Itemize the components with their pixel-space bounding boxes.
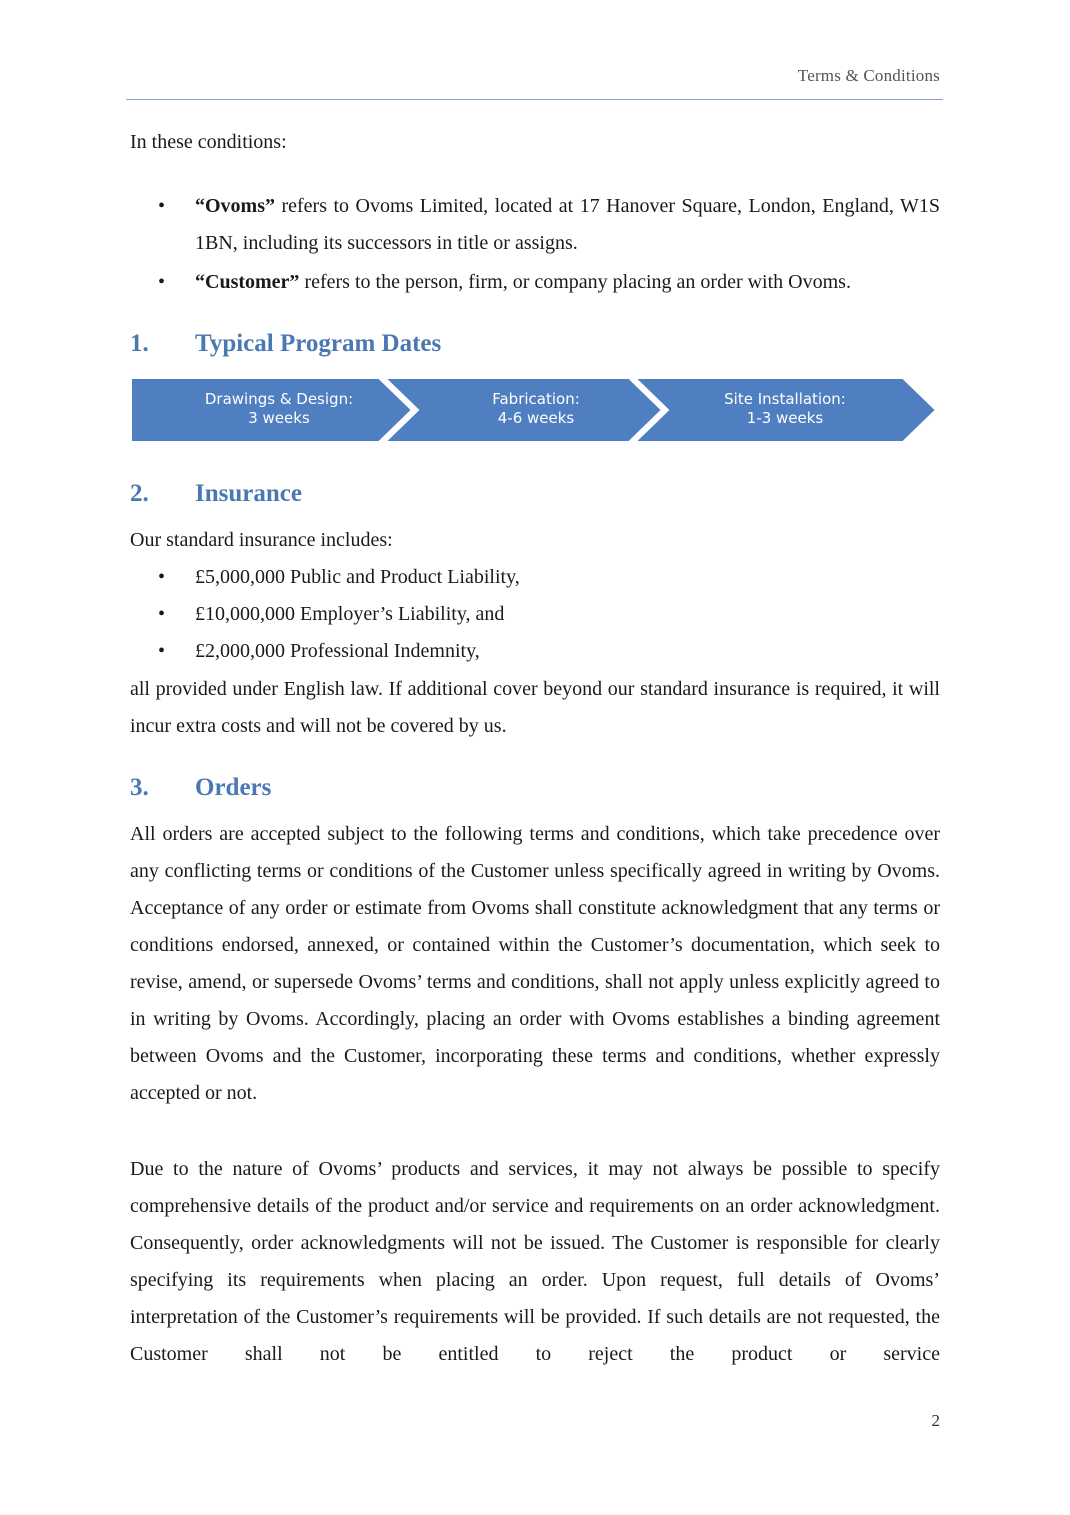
definition-text xyxy=(195,188,940,262)
flow-step-title: Drawings & Design: xyxy=(204,390,354,408)
flow-step-duration: 3 weeks xyxy=(248,409,310,427)
page-header-title: Terms & Conditions xyxy=(797,66,940,85)
intro-text: In these conditions: xyxy=(130,131,287,153)
insurance-item-text: £10,000,000 Employer’s Liability, and xyxy=(195,603,505,625)
bullet-icon: • xyxy=(158,603,166,625)
insurance-item-text: £2,000,000 Professional Indemnity, xyxy=(195,640,480,662)
flow-step-title: Fabrication: xyxy=(492,390,580,408)
section-number: 1. xyxy=(130,330,149,357)
section-number: 3. xyxy=(130,774,149,801)
orders-paragraph-2: Due to the nature of Ovoms’ products and services, it may not always be possible to specify comprehensive details of the product and/or service and requirements on an order acknowledgment. Consequently, order acknowledgments will not be issued. The Customer is responsible for clearly specifying its requirements when placing an order. Upon request, full details of Ovoms’ interpretation of the Customer’s requirements will be provided. If such details are not requested, the Customer shall not be entitled to reject the product or service xyxy=(130,1158,940,1365)
section-title: Insurance xyxy=(195,480,302,507)
definition-description: refers to Ovoms Limited, located at 17 Hanover Square, London, England, W1S 1BN, including its successors in title or assigns. xyxy=(195,195,940,254)
insurance-outro: all provided under English law. If additional cover beyond our standard insurance is required, it will incur extra costs and will not be covered by us. xyxy=(130,678,940,737)
program-dates-flow xyxy=(131,378,937,442)
flow-step-installation xyxy=(685,390,885,428)
flow-step-title: Site Installation: xyxy=(724,390,846,408)
definition-description: refers to the person, firm, or company placing an order with Ovoms. xyxy=(299,271,851,293)
page-number: 2 xyxy=(931,1411,940,1430)
section-title: Typical Program Dates xyxy=(195,330,442,357)
bullet-icon: • xyxy=(158,271,166,293)
header-divider xyxy=(126,99,943,100)
flow-step-drawings xyxy=(179,390,379,428)
definition-term: “Ovoms” xyxy=(195,195,275,217)
insurance-item-text: £5,000,000 Public and Product Liability, xyxy=(195,566,520,588)
definition-term: “Customer” xyxy=(195,271,300,293)
insurance-intro: Our standard insurance includes: xyxy=(130,529,393,551)
bullet-icon: • xyxy=(158,566,166,588)
section-title: Orders xyxy=(195,774,272,801)
definition-text xyxy=(195,264,940,301)
flow-step-fabrication xyxy=(436,390,636,428)
flow-step-duration: 1-3 weeks xyxy=(746,409,824,427)
definition-item xyxy=(130,188,940,262)
flow-step-duration: 4-6 weeks xyxy=(497,409,575,427)
bullet-icon: • xyxy=(158,195,166,217)
orders-paragraph-1: All orders are accepted subject to the following terms and conditions, which take precedence over any conflicting terms or conditions of the Customer unless specifically agreed in writing by Ovoms. Acceptance of any order or estimate from Ovoms shall constitute acknowledgment that any terms or conditions endorsed, annexed, or contained within the Customer’s documentation, which seek to revise, amend, or supersede Ovoms’ terms and conditions, shall not apply unless explicitly agreed to in writing by Ovoms. Accordingly, placing an order with Ovoms establishes a binding agreement between Ovoms and the Customer, incorporating these terms and conditions, whether expressly accepted or not. xyxy=(130,823,940,1104)
bullet-icon: • xyxy=(158,640,166,662)
section-number: 2. xyxy=(130,480,149,507)
